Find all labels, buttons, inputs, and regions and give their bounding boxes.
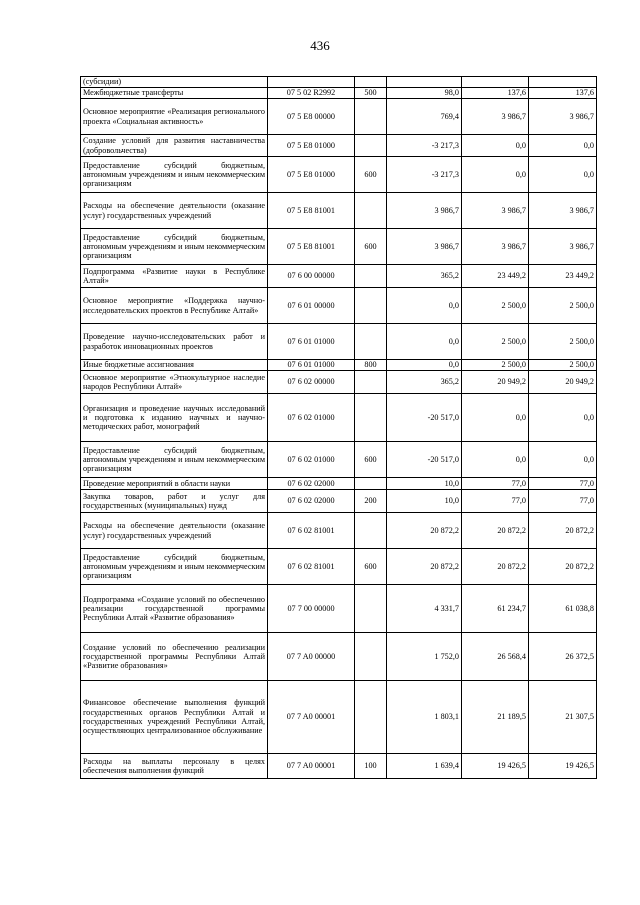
row-code: 07 6 02 01000 bbox=[268, 442, 355, 478]
row-value-2: 20 872,2 bbox=[462, 513, 529, 549]
table-row bbox=[81, 371, 597, 394]
table-row bbox=[81, 754, 597, 779]
row-value-2: 21 189,5 bbox=[462, 681, 529, 754]
row-code: 07 7 00 00000 bbox=[268, 585, 355, 633]
row-code: 07 6 00 00000 bbox=[268, 265, 355, 288]
row-code bbox=[268, 77, 355, 88]
row-value-1: -20 517,0 bbox=[387, 394, 462, 442]
row-name: Основное мероприятие «Реализация регионального проекта «Социальная активность» bbox=[81, 99, 268, 135]
row-name: Предоставление субсидий бюджетным, автономным учреждениям и иным некоммерческим организациям bbox=[81, 157, 268, 193]
table-row bbox=[81, 157, 597, 193]
row-expense-type: 800 bbox=[355, 360, 387, 371]
row-code: 07 6 01 01000 bbox=[268, 360, 355, 371]
row-code: 07 5 E8 81001 bbox=[268, 229, 355, 265]
row-code: 07 6 02 81001 bbox=[268, 549, 355, 585]
row-value-1: 1 803,1 bbox=[387, 681, 462, 754]
row-value-1: 0,0 bbox=[387, 288, 462, 324]
row-value-1: -3 217,3 bbox=[387, 135, 462, 157]
row-expense-type bbox=[355, 585, 387, 633]
row-expense-type bbox=[355, 681, 387, 754]
row-name: Проведение мероприятий в области науки bbox=[81, 478, 268, 490]
row-expense-type: 600 bbox=[355, 229, 387, 265]
row-value-2: 19 426,5 bbox=[462, 754, 529, 779]
table-row bbox=[81, 288, 597, 324]
row-value-3: 20 872,2 bbox=[529, 549, 597, 585]
row-code: 07 6 01 01000 bbox=[268, 324, 355, 360]
row-value-1: 0,0 bbox=[387, 324, 462, 360]
row-code: 07 7 A0 00000 bbox=[268, 633, 355, 681]
row-value-1: 98,0 bbox=[387, 88, 462, 99]
row-expense-type bbox=[355, 513, 387, 549]
row-name: Организация и проведение научных исследований и подготовка к изданию научных и научно-методических работ, монографий bbox=[81, 394, 268, 442]
row-value-3: 0,0 bbox=[529, 442, 597, 478]
row-expense-type bbox=[355, 478, 387, 490]
row-value-3: 137,6 bbox=[529, 88, 597, 99]
row-value-2: 77,0 bbox=[462, 478, 529, 490]
row-name: Финансовое обеспечение выполнения функций государственных органов Республики Алтай и государственных учреждений Республики Алтай, осуществляющих централизованное обслуживание bbox=[81, 681, 268, 754]
table-row bbox=[81, 633, 597, 681]
row-name: Подпрограмма «Развитие науки в Республике Алтай» bbox=[81, 265, 268, 288]
table-row bbox=[81, 490, 597, 513]
row-code: 07 6 01 00000 bbox=[268, 288, 355, 324]
row-code: 07 5 E8 01000 bbox=[268, 157, 355, 193]
row-code: 07 6 02 02000 bbox=[268, 490, 355, 513]
row-value-3 bbox=[529, 77, 597, 88]
table-row bbox=[81, 265, 597, 288]
row-code: 07 5 E8 01000 bbox=[268, 135, 355, 157]
row-value-2: 3 986,7 bbox=[462, 193, 529, 229]
table-row bbox=[81, 549, 597, 585]
row-expense-type bbox=[355, 371, 387, 394]
row-code: 07 5 E8 00000 bbox=[268, 99, 355, 135]
table-row bbox=[81, 88, 597, 99]
table-row bbox=[81, 442, 597, 478]
row-value-2: 3 986,7 bbox=[462, 99, 529, 135]
row-value-2: 20 872,2 bbox=[462, 549, 529, 585]
row-expense-type bbox=[355, 77, 387, 88]
row-expense-type bbox=[355, 633, 387, 681]
row-name: Создание условий по обеспечению реализации государственной программы Республики Алтай «Развитие образования» bbox=[81, 633, 268, 681]
row-value-2: 20 949,2 bbox=[462, 371, 529, 394]
row-code: 07 6 02 01000 bbox=[268, 394, 355, 442]
row-name: Предоставление субсидий бюджетным, автономным учреждениям и иным некоммерческим организациям bbox=[81, 549, 268, 585]
row-value-3: 77,0 bbox=[529, 490, 597, 513]
row-value-1: 365,2 bbox=[387, 265, 462, 288]
table-row bbox=[81, 394, 597, 442]
row-expense-type: 200 bbox=[355, 490, 387, 513]
table-row bbox=[81, 229, 597, 265]
page-number: 436 bbox=[310, 38, 330, 53]
row-name: Предоставление субсидий бюджетным, автономным учреждениям и иным некоммерческим организациям bbox=[81, 229, 268, 265]
row-name: Межбюджетные трансферты bbox=[81, 88, 268, 99]
row-expense-type bbox=[355, 265, 387, 288]
row-value-2: 3 986,7 bbox=[462, 229, 529, 265]
row-value-2: 2 500,0 bbox=[462, 360, 529, 371]
row-value-3: 61 038,8 bbox=[529, 585, 597, 633]
row-value-3: 0,0 bbox=[529, 135, 597, 157]
row-expense-type bbox=[355, 99, 387, 135]
table-row bbox=[81, 360, 597, 371]
row-expense-type: 600 bbox=[355, 157, 387, 193]
row-value-3: 20 949,2 bbox=[529, 371, 597, 394]
row-value-1 bbox=[387, 77, 462, 88]
row-value-2: 2 500,0 bbox=[462, 288, 529, 324]
table-row bbox=[81, 135, 597, 157]
row-expense-type bbox=[355, 394, 387, 442]
row-value-2: 23 449,2 bbox=[462, 265, 529, 288]
row-value-1: 4 331,7 bbox=[387, 585, 462, 633]
row-value-2: 0,0 bbox=[462, 442, 529, 478]
row-value-2: 2 500,0 bbox=[462, 324, 529, 360]
row-value-3: 20 872,2 bbox=[529, 513, 597, 549]
budget-table bbox=[80, 76, 597, 779]
row-expense-type bbox=[355, 193, 387, 229]
row-name: Основное мероприятие «Поддержка научно-исследовательских проектов в Республике Алтай» bbox=[81, 288, 268, 324]
row-value-1: 3 986,7 bbox=[387, 193, 462, 229]
row-name: Закупка товаров, работ и услуг для государственных (муниципальных) нужд bbox=[81, 490, 268, 513]
row-name: Создание условий для развития наставничества (добровольчества) bbox=[81, 135, 268, 157]
table-row bbox=[81, 99, 597, 135]
row-name: (субсидии) bbox=[81, 77, 268, 88]
table-row bbox=[81, 193, 597, 229]
table-row bbox=[81, 585, 597, 633]
row-value-2: 61 234,7 bbox=[462, 585, 529, 633]
table-row bbox=[81, 478, 597, 490]
row-code: 07 7 A0 00001 bbox=[268, 681, 355, 754]
row-code: 07 6 02 81001 bbox=[268, 513, 355, 549]
row-value-3: 0,0 bbox=[529, 394, 597, 442]
row-name: Иные бюджетные ассигнования bbox=[81, 360, 268, 371]
row-expense-type: 100 bbox=[355, 754, 387, 779]
row-value-1: 10,0 bbox=[387, 490, 462, 513]
table-row bbox=[81, 324, 597, 360]
row-value-3: 19 426,5 bbox=[529, 754, 597, 779]
row-value-1: 20 872,2 bbox=[387, 549, 462, 585]
row-value-1: 1 752,0 bbox=[387, 633, 462, 681]
row-value-2 bbox=[462, 77, 529, 88]
row-value-3: 3 986,7 bbox=[529, 229, 597, 265]
row-expense-type bbox=[355, 288, 387, 324]
table-row bbox=[81, 77, 597, 88]
row-value-1: -3 217,3 bbox=[387, 157, 462, 193]
row-value-2: 0,0 bbox=[462, 157, 529, 193]
row-value-3: 2 500,0 bbox=[529, 324, 597, 360]
row-value-1: 365,2 bbox=[387, 371, 462, 394]
row-value-2: 77,0 bbox=[462, 490, 529, 513]
row-value-3: 23 449,2 bbox=[529, 265, 597, 288]
row-name: Расходы на обеспечение деятельности (оказание услуг) государственных учреждений bbox=[81, 513, 268, 549]
row-value-3: 77,0 bbox=[529, 478, 597, 490]
row-value-1: -20 517,0 bbox=[387, 442, 462, 478]
row-value-2: 0,0 bbox=[462, 135, 529, 157]
row-name: Проведение научно-исследовательских работ и разработок инновационных проектов bbox=[81, 324, 268, 360]
row-code: 07 6 02 00000 bbox=[268, 371, 355, 394]
row-expense-type bbox=[355, 324, 387, 360]
table-row bbox=[81, 513, 597, 549]
row-code: 07 7 A0 00001 bbox=[268, 754, 355, 779]
row-name: Подпрограмма «Создание условий по обеспечению реализации государственной программы Республики Алтай «Развитие образования» bbox=[81, 585, 268, 633]
row-code: 07 5 02 R2992 bbox=[268, 88, 355, 99]
row-value-3: 2 500,0 bbox=[529, 288, 597, 324]
row-value-1: 0,0 bbox=[387, 360, 462, 371]
row-expense-type: 600 bbox=[355, 442, 387, 478]
row-value-1: 769,4 bbox=[387, 99, 462, 135]
row-value-2: 137,6 bbox=[462, 88, 529, 99]
row-expense-type: 600 bbox=[355, 549, 387, 585]
row-value-3: 3 986,7 bbox=[529, 193, 597, 229]
row-expense-type bbox=[355, 135, 387, 157]
row-name: Расходы на выплаты персоналу в целях обеспечения выполнения функций bbox=[81, 754, 268, 779]
row-code: 07 6 02 02000 bbox=[268, 478, 355, 490]
row-code: 07 5 E8 81001 bbox=[268, 193, 355, 229]
row-value-1: 3 986,7 bbox=[387, 229, 462, 265]
row-name: Предоставление субсидий бюджетным, автономным учреждениям и иным некоммерческим организациям bbox=[81, 442, 268, 478]
row-value-3: 2 500,0 bbox=[529, 360, 597, 371]
row-value-1: 1 639,4 bbox=[387, 754, 462, 779]
row-value-3: 26 372,5 bbox=[529, 633, 597, 681]
row-value-2: 26 568,4 bbox=[462, 633, 529, 681]
row-value-3: 0,0 bbox=[529, 157, 597, 193]
row-expense-type: 500 bbox=[355, 88, 387, 99]
row-value-3: 3 986,7 bbox=[529, 99, 597, 135]
row-value-1: 10,0 bbox=[387, 478, 462, 490]
row-name: Основное мероприятие «Этнокультурное наследие народов Республики Алтай» bbox=[81, 371, 268, 394]
row-value-1: 20 872,2 bbox=[387, 513, 462, 549]
row-name: Расходы на обеспечение деятельности (оказание услуг) государственных учреждений bbox=[81, 193, 268, 229]
row-value-2: 0,0 bbox=[462, 394, 529, 442]
row-value-3: 21 307,5 bbox=[529, 681, 597, 754]
table-row bbox=[81, 681, 597, 754]
